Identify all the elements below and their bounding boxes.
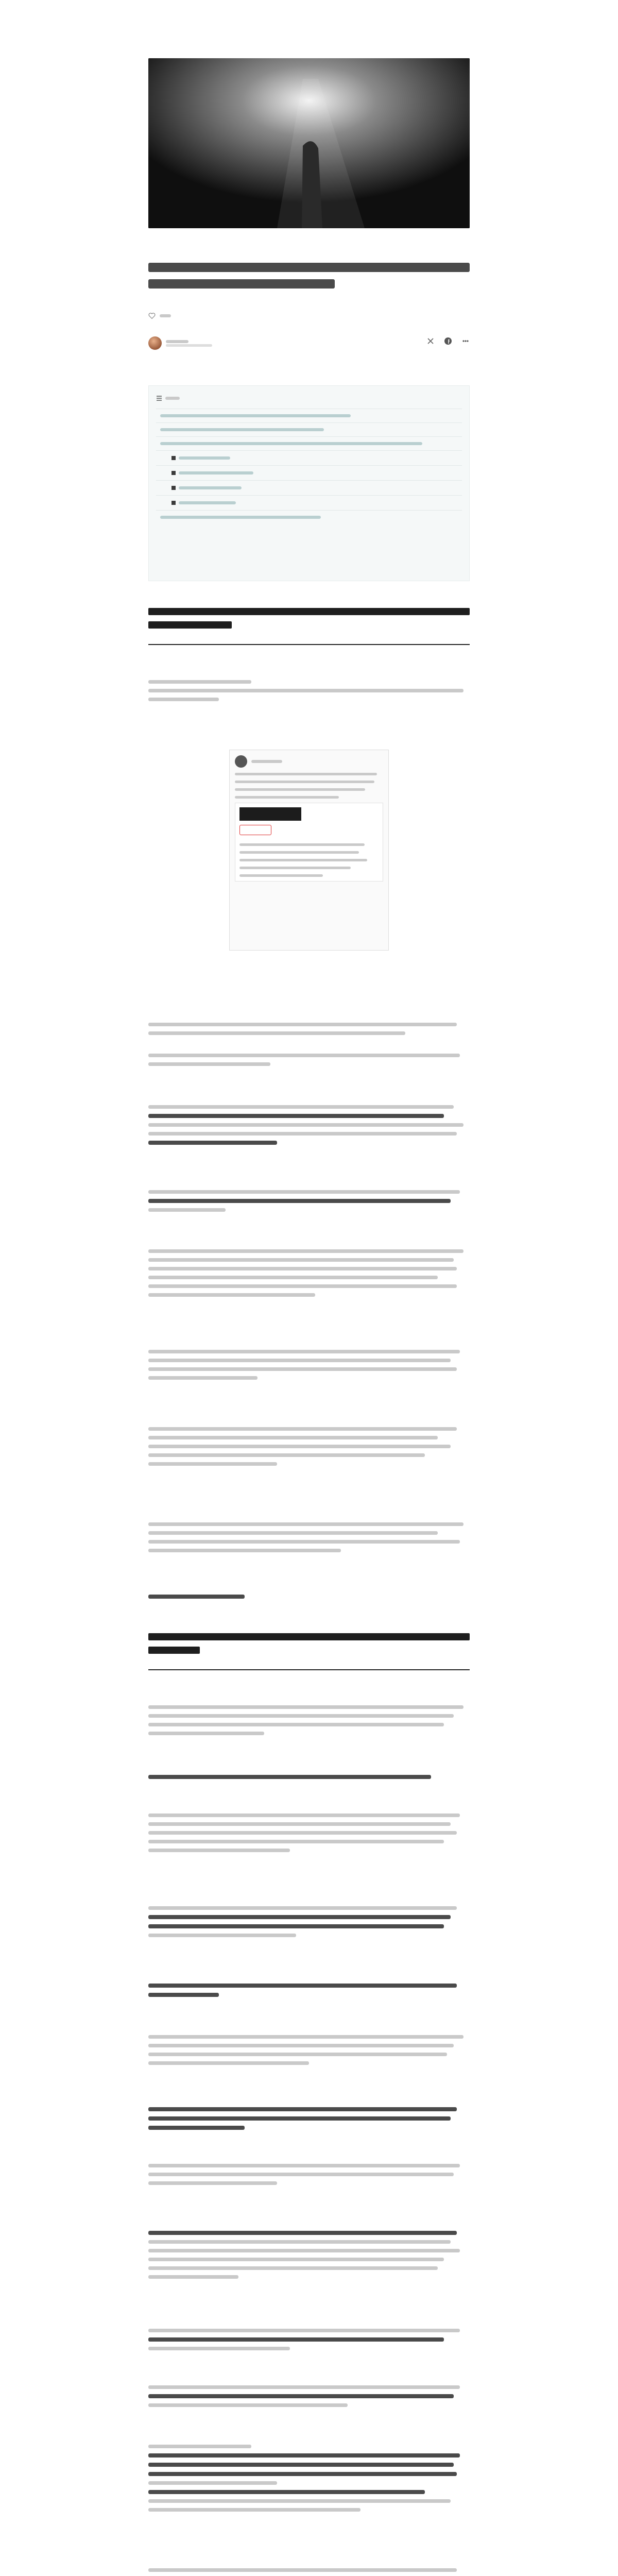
paragraph <box>148 1427 470 1466</box>
toc-item[interactable] <box>156 450 462 465</box>
paragraph <box>148 1595 470 1599</box>
paragraph <box>148 680 470 701</box>
embedded-button <box>239 825 271 835</box>
paragraph <box>148 1190 470 1212</box>
post-date <box>166 344 212 347</box>
embedded-news-card <box>235 803 383 882</box>
header-image <box>148 58 470 228</box>
x-share-icon[interactable] <box>426 337 435 345</box>
section-heading <box>148 608 470 645</box>
paragraph <box>148 1522 470 1552</box>
paragraph <box>148 1906 470 1937</box>
article-title <box>148 263 470 289</box>
news-logo <box>239 807 301 821</box>
paragraph <box>148 1350 470 1380</box>
paragraph <box>148 2329 470 2350</box>
paragraph <box>148 2107 470 2130</box>
paragraph <box>148 2164 470 2185</box>
share-buttons <box>426 337 470 345</box>
paragraph <box>148 1249 470 1297</box>
paragraph <box>148 1023 470 1035</box>
paragraph <box>148 1814 470 1852</box>
avatar[interactable] <box>148 336 162 350</box>
section-heading <box>148 1633 470 1670</box>
tweet-avatar <box>235 755 247 768</box>
paragraph <box>148 2385 470 2407</box>
facebook-share-icon[interactable] <box>444 337 452 345</box>
paragraph <box>148 1775 470 1779</box>
paragraph <box>148 2231 470 2279</box>
toc-item[interactable] <box>156 436 462 450</box>
heart-icon[interactable] <box>148 312 156 319</box>
author-row <box>148 335 470 351</box>
toc-item[interactable] <box>156 422 462 436</box>
author-name[interactable] <box>166 340 188 343</box>
paragraph <box>148 1984 470 1997</box>
toc-item[interactable] <box>156 495 462 510</box>
link-share-icon[interactable] <box>461 337 470 345</box>
paragraph <box>148 2445 470 2512</box>
toc-item[interactable] <box>156 510 462 524</box>
embedded-tweet-image <box>229 750 389 951</box>
table-of-contents <box>148 385 470 581</box>
paragraph <box>148 1105 470 1145</box>
toc-item[interactable] <box>156 465 462 480</box>
paragraph <box>148 2568 470 2576</box>
paragraph <box>148 2035 470 2065</box>
toc-item[interactable] <box>156 409 462 422</box>
paragraph <box>148 1705 470 1735</box>
toc-item[interactable] <box>156 480 462 495</box>
paragraph <box>148 1054 470 1066</box>
list-icon <box>156 395 162 401</box>
like-row <box>148 310 470 321</box>
